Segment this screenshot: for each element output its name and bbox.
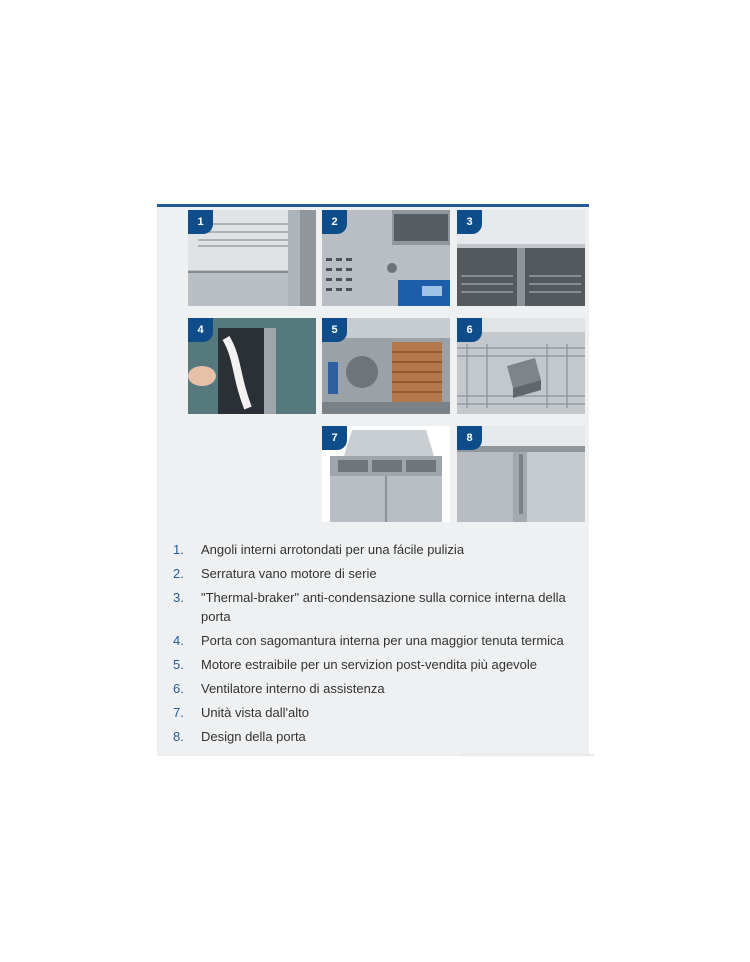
photo-3 <box>457 210 585 306</box>
list-text: Design della porta <box>201 729 306 744</box>
list-number: 4. <box>173 633 184 648</box>
feature-list <box>173 540 583 751</box>
list-number: 8. <box>173 729 184 744</box>
list-number: 2. <box>173 566 184 581</box>
list-item <box>173 703 583 722</box>
list-text: Angoli interni arrotondati per una fácile pulizia <box>201 542 465 557</box>
list-text: Unità vista dall'alto <box>201 705 309 720</box>
list-item <box>173 631 583 650</box>
list-text: Ventilatore interno di assistenza <box>201 681 385 696</box>
list-text: Serratura vano motore di serie <box>201 566 377 581</box>
list-number: 7. <box>173 705 184 720</box>
divider <box>460 754 594 757</box>
list-text: "Thermal-braker" anti-condensazione sulla cornice interna della porta <box>201 590 566 624</box>
list-item <box>173 540 583 559</box>
photo-1 <box>188 210 316 306</box>
list-text: Porta con sagomantura interna per una maggior tenuta termica <box>201 633 564 648</box>
photo-6 <box>457 318 585 414</box>
photo-4 <box>188 318 316 414</box>
panel-top-rule <box>157 204 589 207</box>
list-number: 3. <box>173 590 184 605</box>
photo-number-badge: 4 <box>188 318 213 342</box>
photo-number-badge: 8 <box>457 426 482 450</box>
photo-number-badge: 3 <box>457 210 482 234</box>
list-text: Motore estraibile per un servizion post-vendita più agevole <box>201 657 538 672</box>
photo-number-badge: 5 <box>322 318 347 342</box>
list-number: 1. <box>173 542 184 557</box>
photo-7 <box>322 426 450 522</box>
list-item <box>173 679 583 698</box>
photo-2 <box>322 210 450 306</box>
list-item <box>173 564 583 583</box>
photo-number-badge: 7 <box>322 426 347 450</box>
photo-number-badge: 2 <box>322 210 347 234</box>
list-item <box>173 588 583 626</box>
list-number: 5. <box>173 657 184 672</box>
photo-number-badge: 6 <box>457 318 482 342</box>
photo-8 <box>457 426 585 522</box>
list-item <box>173 727 583 746</box>
photo-number-badge: 1 <box>188 210 213 234</box>
list-item <box>173 655 583 674</box>
list-number: 6. <box>173 681 184 696</box>
photo-5 <box>322 318 450 414</box>
